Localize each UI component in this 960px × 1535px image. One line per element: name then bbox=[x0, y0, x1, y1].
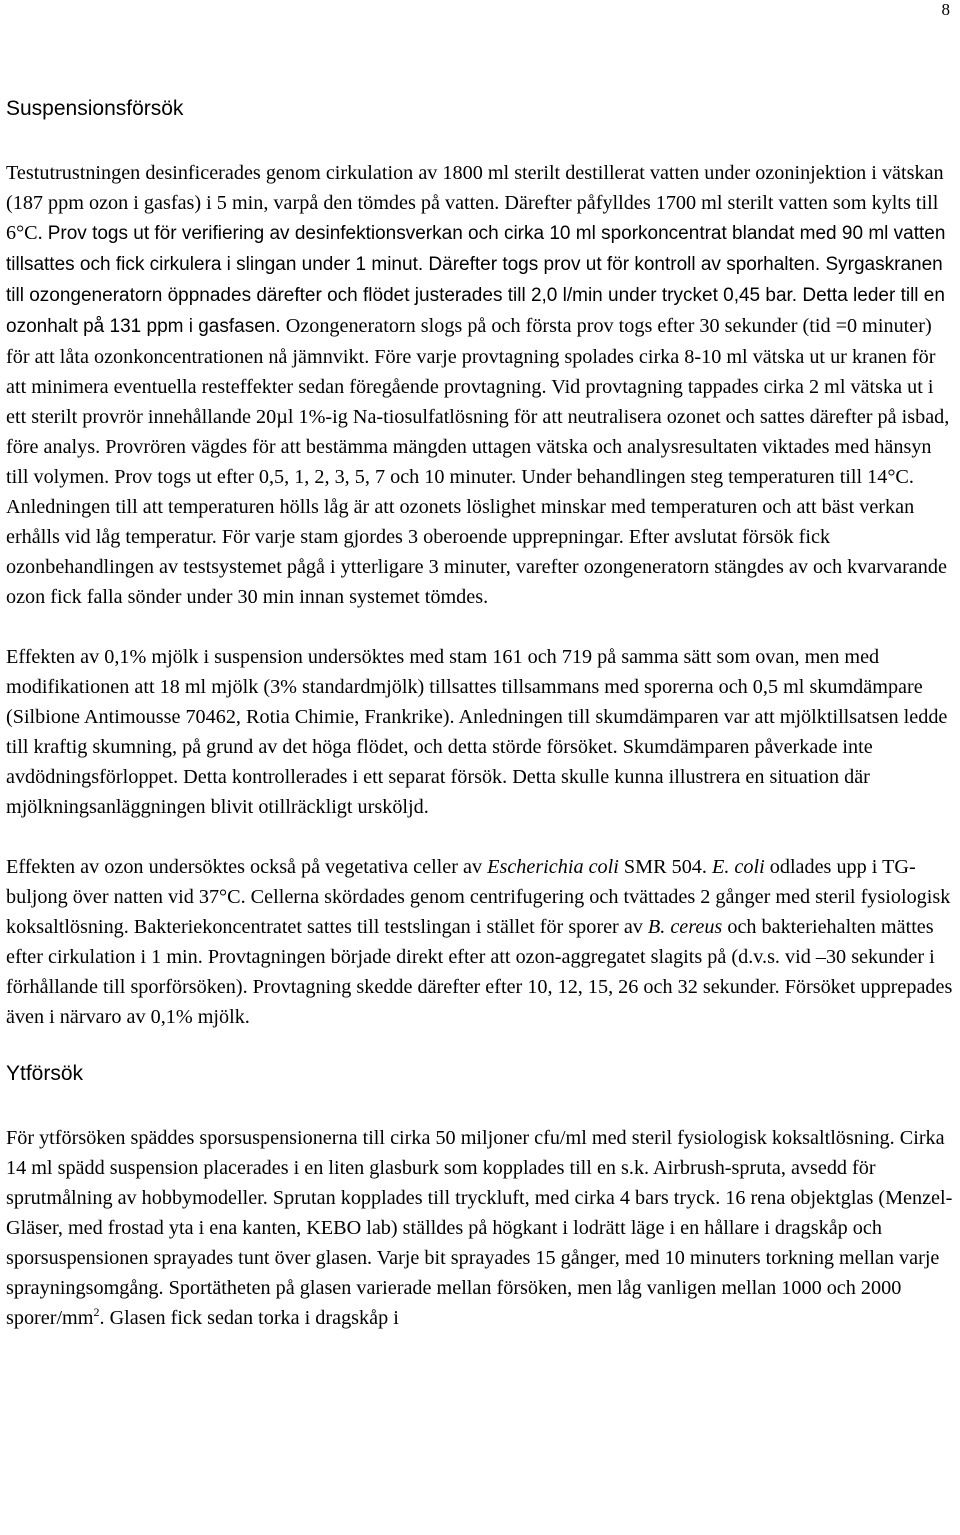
species-name-italic: B. cereus bbox=[647, 916, 723, 938]
text-run: . Glasen fick sedan torka i dragskåp i bbox=[99, 1307, 399, 1329]
species-name-italic: Escherichia coli bbox=[487, 856, 619, 878]
section-heading-surface: Ytförsök bbox=[6, 1062, 84, 1085]
text-run-sans: Prov togs ut för verifiering av desinfektionsverkan och cirka 10 ml sporkoncentrat blandat med 90 ml vatten tillsattes och fick cirkulera i slingan under 1 minut. Därefter togs prov ut för kontroll av sporhalten. Syrgaskranen till ozongeneratorn öppnades därefter och flödet justerades till 2,0 l/min under trycket 0,45 bar. Detta leder till en ozonhalt på 131 ppm i gasfasen. bbox=[6, 223, 946, 337]
document-body bbox=[6, 97, 956, 1333]
species-name-italic: E. coli bbox=[712, 856, 765, 878]
text-run: Testutrustningen desinficerades genom cirkulation av 1800 ml sterilt destillerat vatten under ozoninjektion i vätskan (187 ppm ozon i gasfas) i 5 min, varpå den tömdes på vatten. Därefter påfylldes 1700 ml sterilt vatten som kylts till 6°C. bbox=[6, 162, 944, 244]
paragraph-suspension-method bbox=[6, 158, 956, 612]
text-run: odlades upp i TG-buljong över natten vid 37°C. Cellerna skördades genom centrifugering och tvättades 2 gånger med steril fysiologisk koksaltlösning. Bakteriekoncentratet sattes till testslingan i stället för sporer av bbox=[6, 856, 951, 938]
text-run: SMR 504. bbox=[618, 856, 712, 878]
text-run: Effekten av ozon undersöktes också på vegetativa celler av bbox=[6, 856, 488, 878]
paragraph-surface-method bbox=[6, 1123, 956, 1333]
paragraph-ecoli bbox=[6, 852, 956, 1032]
superscript: 2 bbox=[93, 1305, 100, 1319]
text-run: För ytförsöken späddes sporsuspensionerna till cirka 50 miljoner cfu/ml med steril fysiologisk koksaltlösning. Cirka 14 ml spädd suspension placerades i en liten glasburk som kopplades till en s.k. Airbrush-spruta, avsedd för sprutmålning av hobbymodeller. Sprutan kopplades till tryckluft, med cirka 4 bars tryck. 16 rena objektglas (Menzel-Gläser, med frostad yta i ena kanten, KEBO lab) ställdes på högkant i lodrätt läge i en hållare i dragskåp och sporsuspensionen sprayades tunt över glasen. Varje bit sprayades 15 gånger, med 10 minuters torkning mellan varje sprayningsomgång. Sportätheten på glasen varierade mellan försöken, men låg vanligen mellan 1000 och 2000 sporer/mm bbox=[6, 1127, 953, 1329]
page-number: 8 bbox=[941, 0, 950, 19]
paragraph-milk-effect: Effekten av 0,1% mjölk i suspension undersöktes med stam 161 och 719 på samma sätt som ovan, men med modifikationen att 18 ml mjölk (3% standardmjölk) tillsattes tillsammans med sporerna och 0,5 ml skumdämpare (Silbione Antimousse 70462, Rotia Chimie, Frankrike). Anledningen till skumdämparen var att mjölktillsatsen ledde till kraftig skumning, på grund av det höga flödet, och detta störde försöket. Skumdämparen påverkade inte avdödningsförloppet. Detta kontrollerades i ett separat försök. Detta skulle kunna illustrera en situation där mjölkningsanläggningen blivit otillräckligt ursköljd. bbox=[6, 646, 948, 818]
text-run: Ozongeneratorn slogs på och första prov togs efter 30 sekunder (tid =0 minuter) för att låta ozonkoncentrationen nå jämnvikt. Före varje provtagning spolades cirka 8-10 ml vätska ut ur kranen för att minimera eventuella resteffekter sedan föregående provtagning. Vid provtagning tappades cirka 2 ml vätska ut i ett sterilt provrör innehållande 20µl 1%-ig Na-tiosulfatlösning för att neutralisera ozonet och sattes därefter på isbad, före analys. Provrören vägdes för att bestämma mängden uttagen vätska och analysresultaten viktades med hänsyn till volymen. Prov togs ut efter 0,5, 1, 2, 3, 5, 7 och 10 minuter. Under behandlingen steg temperaturen till 14°C. Anledningen till att temperaturen hölls låg är att ozonets löslighet minskar med temperaturen och att bäst verkan erhålls vid låg temperatur. För varje stam gjordes 3 oberoende upprepningar. Efter avslutat försök fick ozonbehandlingen av testsystemet pågå i ytterligare 3 minuter, varefter ozongeneratorn stängdes av och kvarvarande ozon fick falla sönder under 30 min innan systemet tömdes. bbox=[6, 315, 950, 608]
section-heading-suspension: Suspensionsförsök bbox=[6, 97, 184, 120]
text-run: och bakteriehalten mättes efter cirkulation i 1 min. Provtagningen började direkt efter att ozon-aggregatet slagits på (d.v.s. vid –30 sekunder i förhållande till sporförsöken). Provtagning skedde därefter efter 10, 12, 15, 26 och 32 sekunder. Försöket upprepades även i närvaro av 0,1% mjölk. bbox=[6, 916, 953, 1028]
